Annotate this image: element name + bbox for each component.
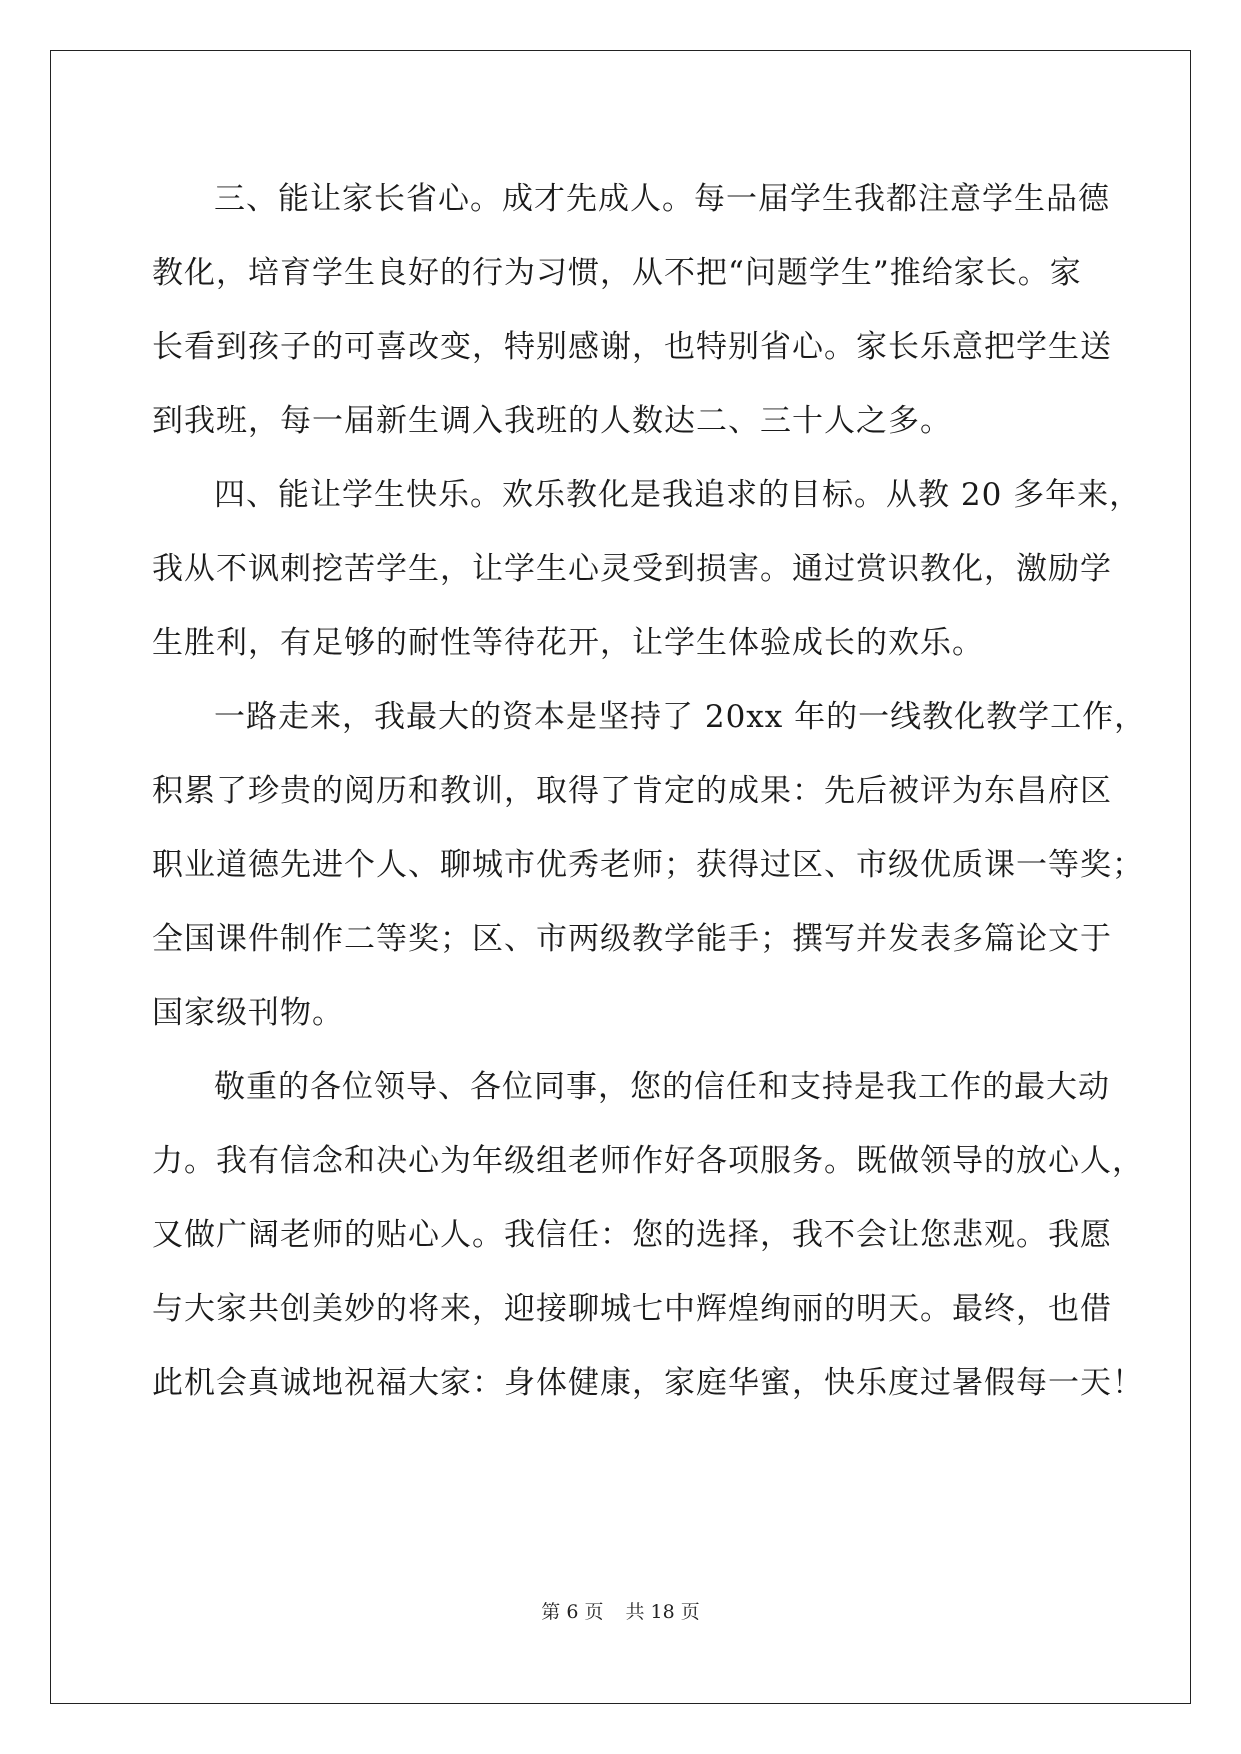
paragraph-achievements [152, 680, 1147, 1050]
text-line: 积累了珍贵的阅历和教训，取得了肯定的成果：先后被评为东昌府区 [152, 773, 1112, 809]
text-line: 职业道德先进个人、聊城市优秀老师；获得过区、市级优质课一等奖； [152, 847, 1144, 883]
text-line: 四、能让学生快乐。欢乐教化是我追求的目标。从教 20 多年来， [214, 477, 1142, 513]
text-line: 到我班，每一届新生调入我班的人数达二、三十人之多。 [152, 403, 952, 439]
text-line: 又做广阔老师的贴心人。我信任：您的选择，我不会让您悲观。我愿 [152, 1217, 1112, 1253]
text-line: 与大家共创美妙的将来，迎接聊城七中辉煌绚丽的明天。最终，也借 [152, 1291, 1112, 1327]
page-footer [0, 1597, 1241, 1624]
text-line: 生胜利，有足够的耐性等待花开，让学生体验成长的欢乐。 [152, 625, 984, 661]
text-line: 此机会真诚地祝福大家：身体健康，家庭华蜜，快乐度过暑假每一天！ [152, 1365, 1144, 1401]
document-body [152, 162, 1147, 1420]
text-line: 国家级刊物。 [152, 995, 344, 1031]
text-line: 教化，培育学生良好的行为习惯，从不把“问题学生”推给家长。家 [152, 255, 1082, 291]
text-line: 三、能让家长省心。成才先成人。每一届学生我都注意学生品德 [214, 181, 1110, 217]
page-number: 第 6 页 [541, 1601, 604, 1623]
paragraph-student-happiness [152, 458, 1142, 680]
paragraph-closing [152, 1050, 1144, 1420]
text-line: 一路走来，我最大的资本是坚持了 20xx 年的一线教化教学工作， [214, 699, 1147, 735]
paragraph-parent-relief [152, 162, 1112, 458]
text-line: 力。我有信念和决心为年级组老师作好各项服务。既做领导的放心人， [152, 1143, 1144, 1179]
page-total: 共 18 页 [625, 1601, 700, 1623]
text-line: 我从不讽刺挖苦学生，让学生心灵受到损害。通过赏识教化，激励学 [152, 551, 1112, 587]
text-line: 长看到孩子的可喜改变，特别感谢，也特别省心。家长乐意把学生送 [152, 329, 1112, 365]
text-line: 全国课件制作二等奖；区、市两级教学能手；撰写并发表多篇论文于 [152, 921, 1112, 957]
text-line: 敬重的各位领导、各位同事，您的信任和支持是我工作的最大动 [214, 1069, 1110, 1105]
